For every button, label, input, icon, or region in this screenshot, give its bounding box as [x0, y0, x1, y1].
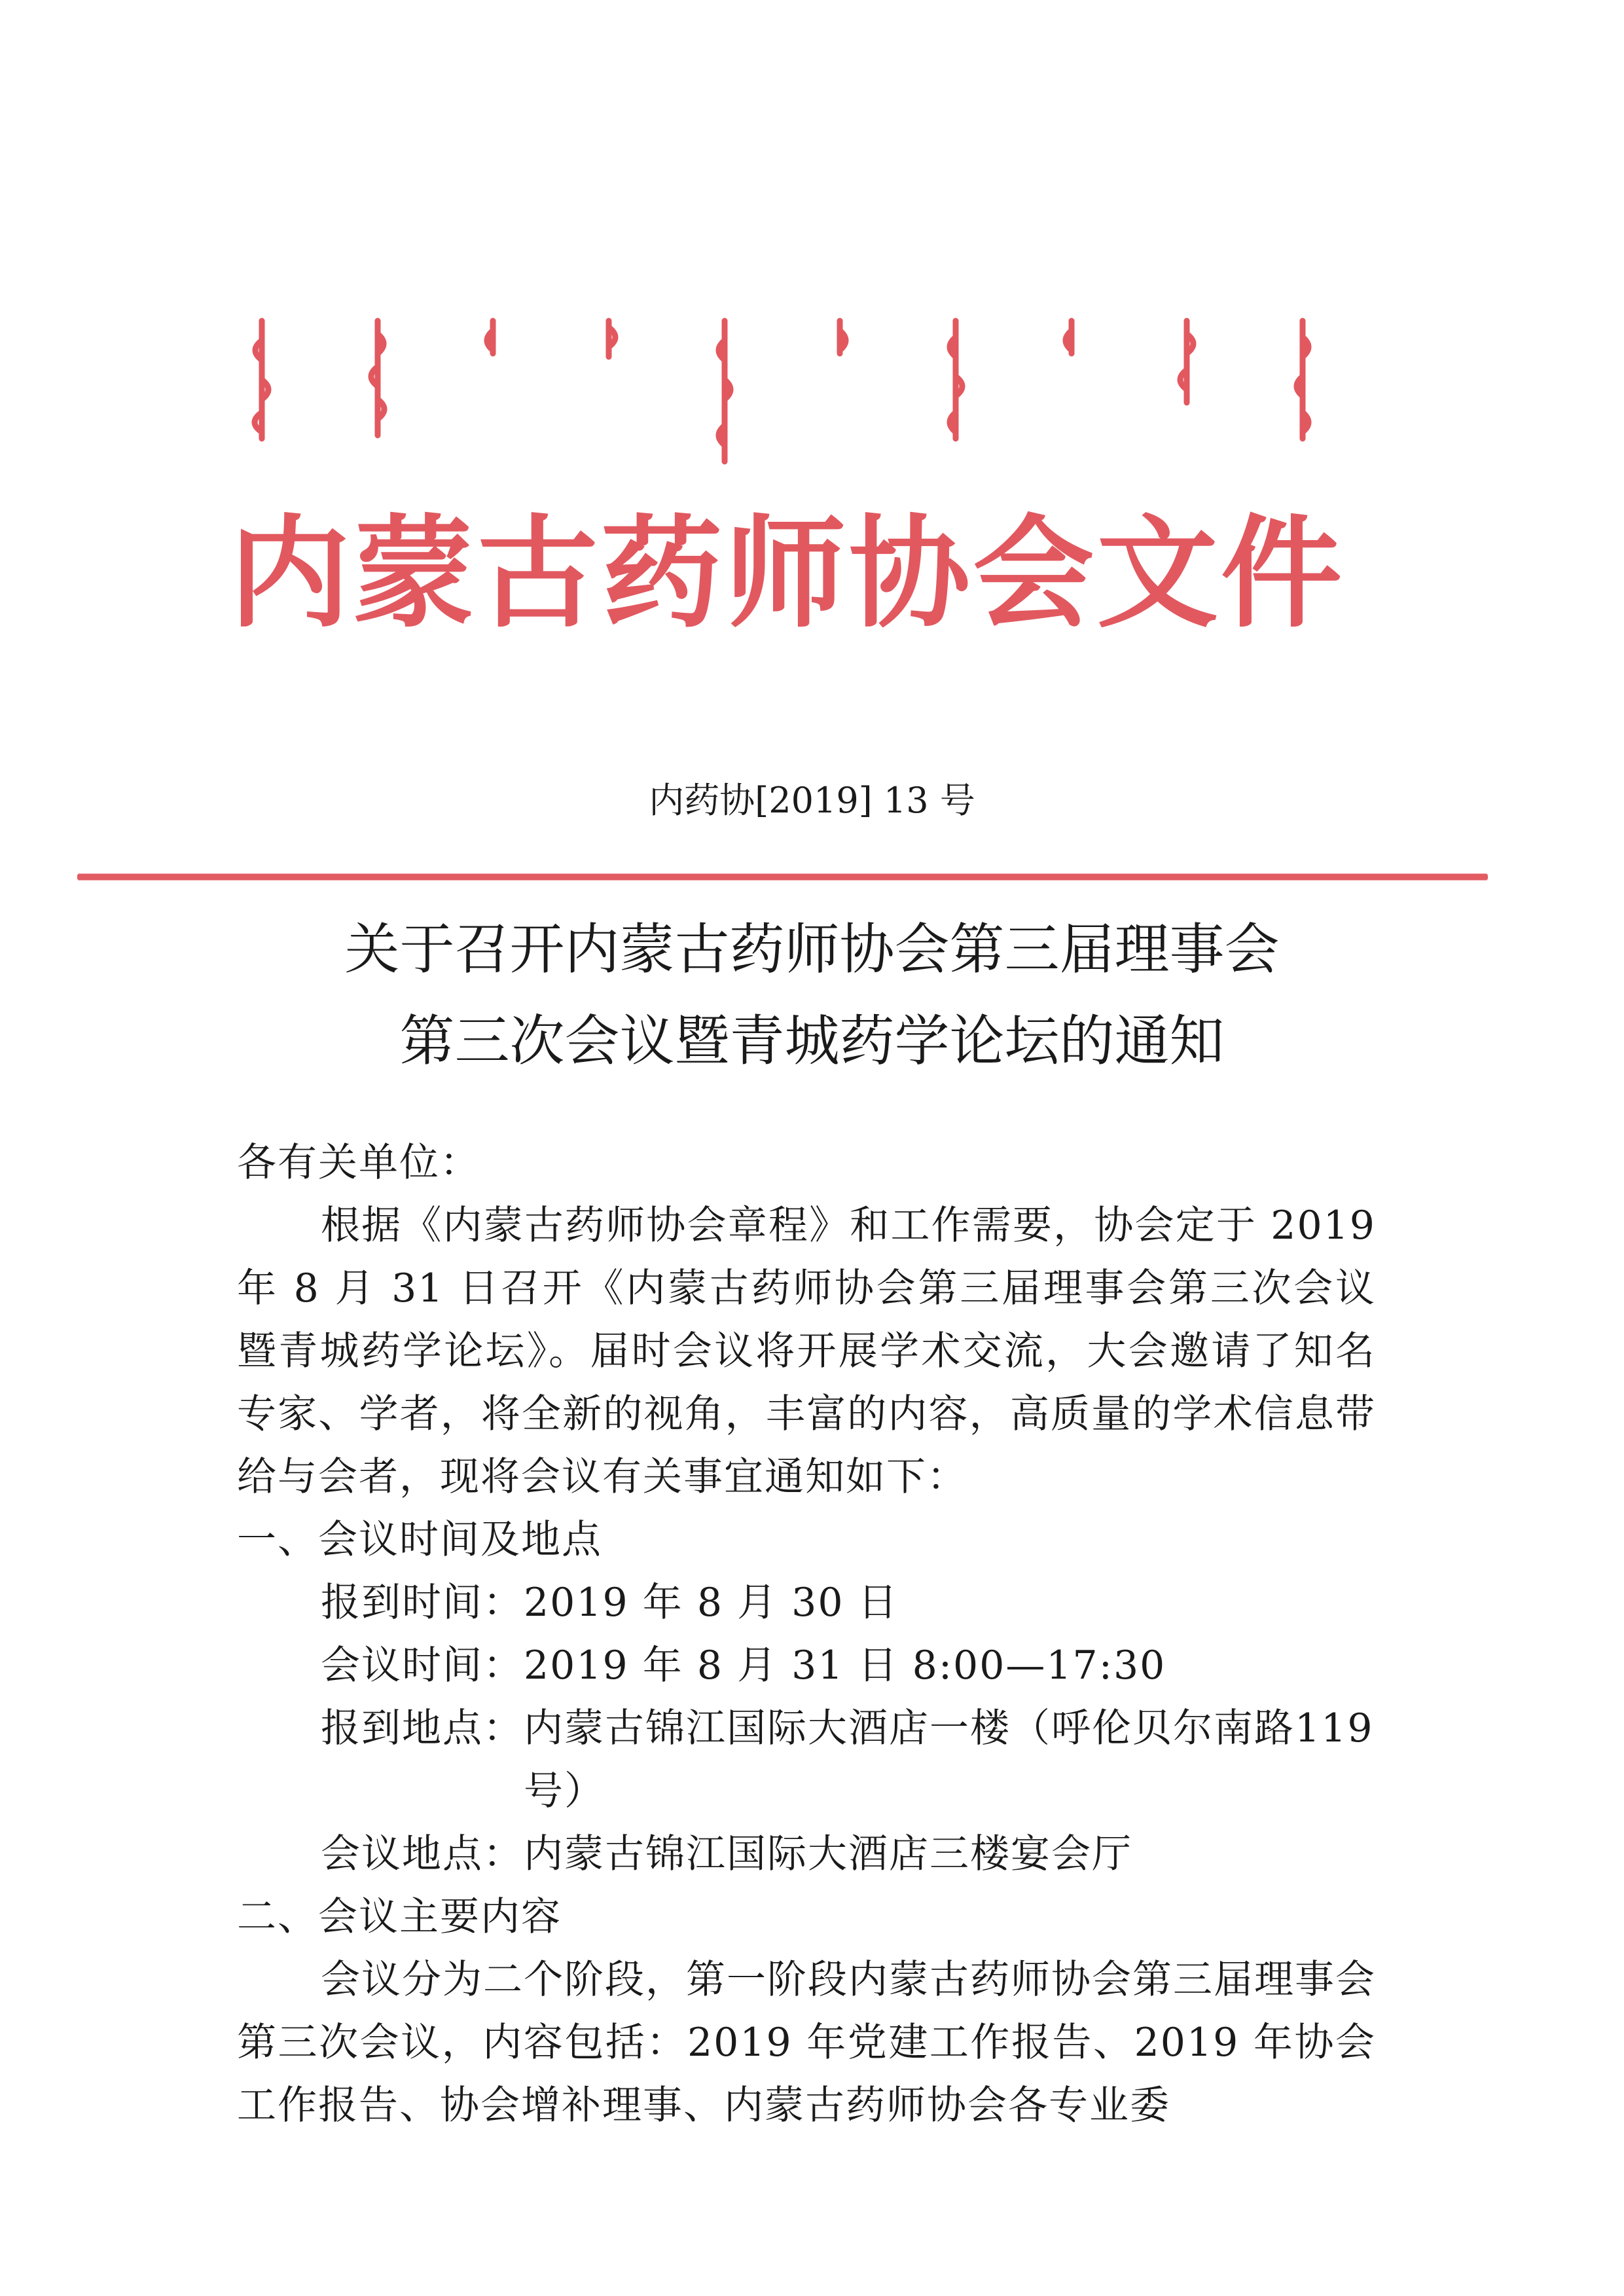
red-separator-line — [77, 874, 1488, 880]
intro-paragraph: 根据《内蒙古药师协会章程》和工作需要，协会定于 2019 年 8 月 31 日召开《内蒙古药师协会第三届理事会第三次会议暨青城药学论坛》。届时会议将开展学术交流，大会邀请了知名专家、学者，将全新的视角，丰富的内容，高质量的学术信息带给与会者，现将会议有关事宜通知如下： — [237, 1203, 1376, 1500]
meeting-time-item — [237, 1634, 1376, 1697]
section-2-paragraph: 会议分为二个阶段，第一阶段内蒙古药师协会第三届理事会第三次会议，内容包括：2019 年党建工作报告、2019 年协会工作报告、协会增补理事、内蒙古药师协会各专业委 — [237, 1957, 1376, 2128]
heading-char: 师 — [725, 503, 846, 644]
heading-char: 蒙 — [353, 503, 475, 644]
heading-char: 古 — [477, 503, 598, 644]
mongolian-word-6 — [820, 314, 859, 367]
item-label: 报到地点： — [321, 1705, 524, 1751]
mongolian-word-5 — [705, 314, 744, 471]
mongolian-word-10 — [1283, 314, 1322, 445]
section-1-heading: 一、会议时间及地点 — [237, 1517, 602, 1563]
registration-time-item — [237, 1571, 1376, 1634]
notice-title-line-2: 第三次会议暨青城药学论坛的通知 — [399, 1009, 1225, 1073]
item-value: 内蒙古锦江国际大酒店三楼宴会厅 — [524, 1831, 1132, 1877]
notice-body — [237, 1131, 1376, 2137]
mongolian-word-8 — [1052, 314, 1091, 367]
item-value: 2019 年 8 月 30 日 — [524, 1580, 899, 1626]
mongolian-word-1 — [242, 314, 281, 445]
registration-place-item — [237, 1697, 1376, 1823]
organization-document-heading — [229, 481, 1342, 645]
mongolian-script-header — [242, 314, 1322, 471]
mongolian-word-7 — [936, 314, 975, 445]
mongolian-word-9 — [1167, 314, 1206, 412]
heading-char: 会 — [973, 503, 1094, 644]
item-label: 报到时间： — [321, 1580, 524, 1626]
mongolian-word-2 — [358, 314, 397, 445]
heading-char: 协 — [848, 503, 970, 644]
heading-char: 文 — [1096, 503, 1218, 644]
item-label: 会议时间： — [321, 1643, 524, 1688]
heading-char: 内 — [229, 503, 350, 644]
item-value: 2019 年 8 月 31 日 8:00—17:30 — [524, 1643, 1166, 1688]
meeting-place-item — [237, 1823, 1376, 1886]
mongolian-word-4 — [589, 314, 628, 367]
item-label: 会议地点： — [321, 1831, 524, 1877]
document-number: 内药协[2019] 13 号 — [649, 780, 975, 821]
section-2-heading: 二、会议主要内容 — [237, 1894, 562, 1940]
heading-char: 件 — [1221, 503, 1342, 644]
heading-char: 药 — [601, 503, 723, 644]
salutation: 各有关单位： — [237, 1140, 480, 1186]
notice-title-line-1: 关于召开内蒙古药师协会第三届理事会 — [344, 917, 1280, 981]
notice-title — [0, 903, 1624, 1087]
mongolian-word-3 — [473, 314, 513, 367]
item-value: 内蒙古锦江国际大酒店一楼（呼伦贝尔南路119 号） — [524, 1705, 1374, 1814]
